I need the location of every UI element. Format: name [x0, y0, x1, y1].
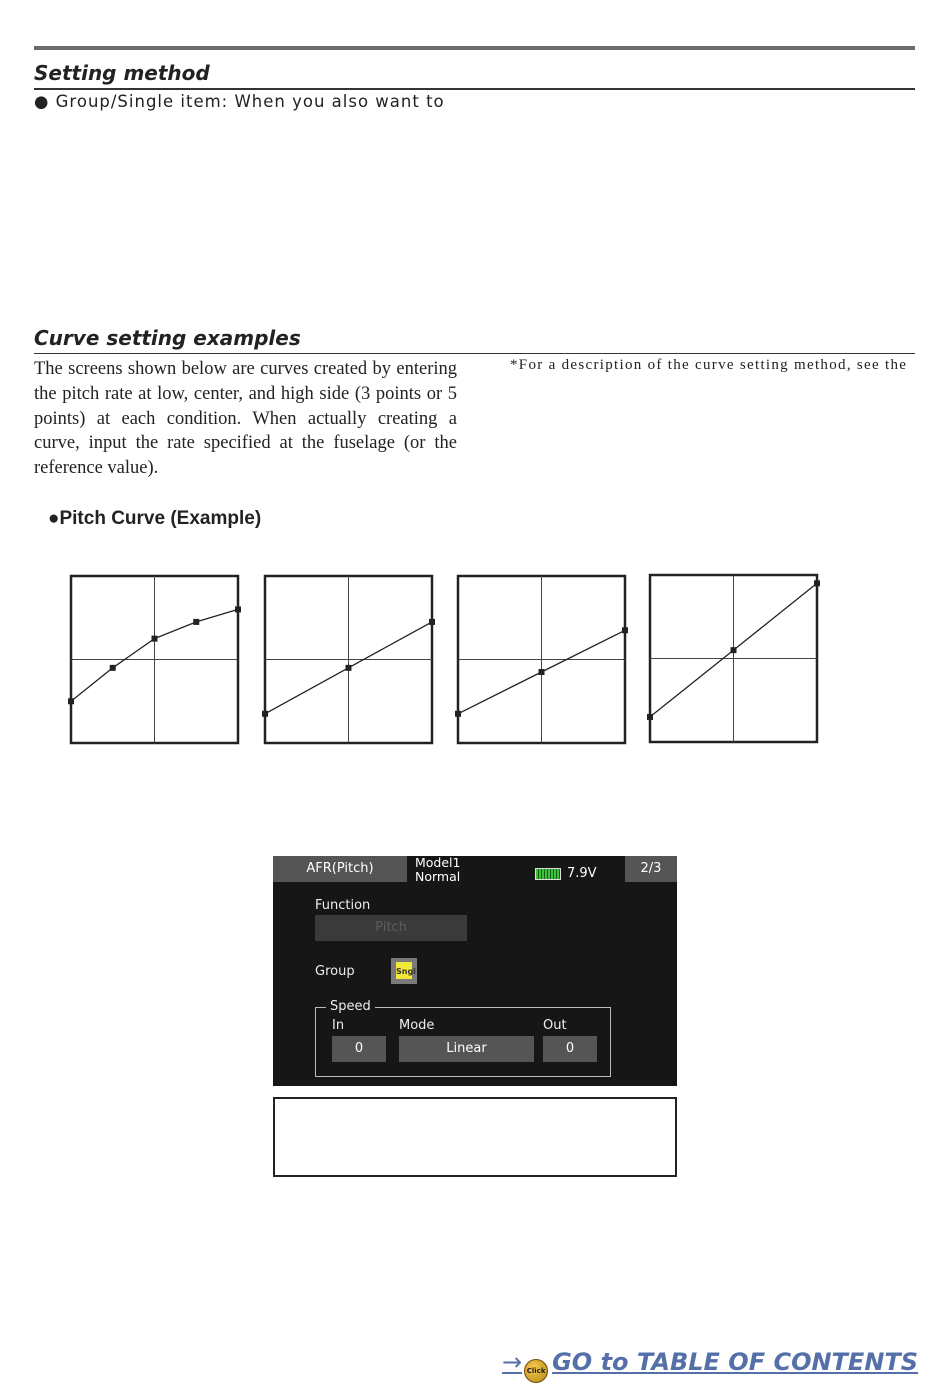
- arrow-icon: →: [502, 1348, 523, 1376]
- curve-2-point-2: [346, 665, 352, 671]
- curve-4-point-3: [814, 580, 820, 586]
- curve-3-point-3: [622, 627, 628, 633]
- empty-note-box: [273, 1097, 677, 1177]
- top-rule: [34, 46, 915, 50]
- battery-voltage: 7.9V: [567, 866, 597, 881]
- function-label: Function: [315, 898, 371, 913]
- page-indicator-button[interactable]: 2/3: [625, 856, 677, 882]
- group-single-button[interactable]: [391, 958, 417, 984]
- setting-method-bullet: ● Group/Single item: When you also want to: [34, 92, 445, 111]
- model-name: Model1: [415, 855, 461, 870]
- toc-label: GO to TABLE OF CONTENTS: [552, 1348, 919, 1376]
- curve-1-point-5: [235, 606, 241, 612]
- speed-label: Speed: [326, 999, 375, 1014]
- curve-1-point-2: [110, 665, 116, 671]
- screen-title[interactable]: AFR(Pitch): [273, 856, 407, 882]
- curve-examples-paragraph: The screens shown below are curves created by entering the pitch rate at low, center, and high side (3 points or 5 points) at each condition. When actually creating a curve, input the rate specified at the fuselage (or the reference value).: [34, 359, 457, 479]
- curve-4-point-2: [731, 647, 737, 653]
- in-label: In: [332, 1018, 345, 1033]
- speed-group: [315, 999, 611, 1077]
- speed-in-button[interactable]: 0: [332, 1036, 386, 1062]
- speed-out-button[interactable]: 0: [543, 1036, 597, 1062]
- function-field: Pitch: [315, 915, 467, 941]
- out-label: Out: [543, 1018, 567, 1033]
- curve-3-point-2: [539, 669, 545, 675]
- group-label: Group: [315, 964, 355, 979]
- curve-examples-rule: [34, 353, 915, 354]
- curve-1-point-1: [68, 698, 74, 704]
- curve-2-point-1: [262, 711, 268, 717]
- click-icon: Click: [524, 1359, 548, 1383]
- pitch-curve-heading: ●Pitch Curve (Example): [48, 508, 262, 529]
- speed-mode-button[interactable]: Linear: [399, 1036, 534, 1062]
- model-info: [415, 856, 460, 883]
- curve-1-point-3: [152, 636, 158, 642]
- afr-pitch-screen: [273, 856, 677, 1086]
- curve-1-point-4: [193, 619, 199, 625]
- pitch-curve-charts: [0, 560, 950, 760]
- curve-method-note: *For a description of the curve setting method, see the: [510, 357, 908, 373]
- toc-link[interactable]: [502, 1348, 918, 1383]
- battery-icon: [535, 868, 561, 880]
- setting-method-title: Setting method: [34, 61, 210, 85]
- curve-2-point-3: [429, 619, 435, 625]
- curve-4-point-1: [647, 714, 653, 720]
- setting-method-rule: [34, 88, 915, 90]
- mode-label: Mode: [399, 1018, 435, 1033]
- single-mode-icon: Sngl: [396, 962, 412, 979]
- curve-3-point-1: [455, 711, 461, 717]
- condition-name: Normal: [415, 868, 461, 884]
- curve-examples-title: Curve setting examples: [34, 326, 301, 350]
